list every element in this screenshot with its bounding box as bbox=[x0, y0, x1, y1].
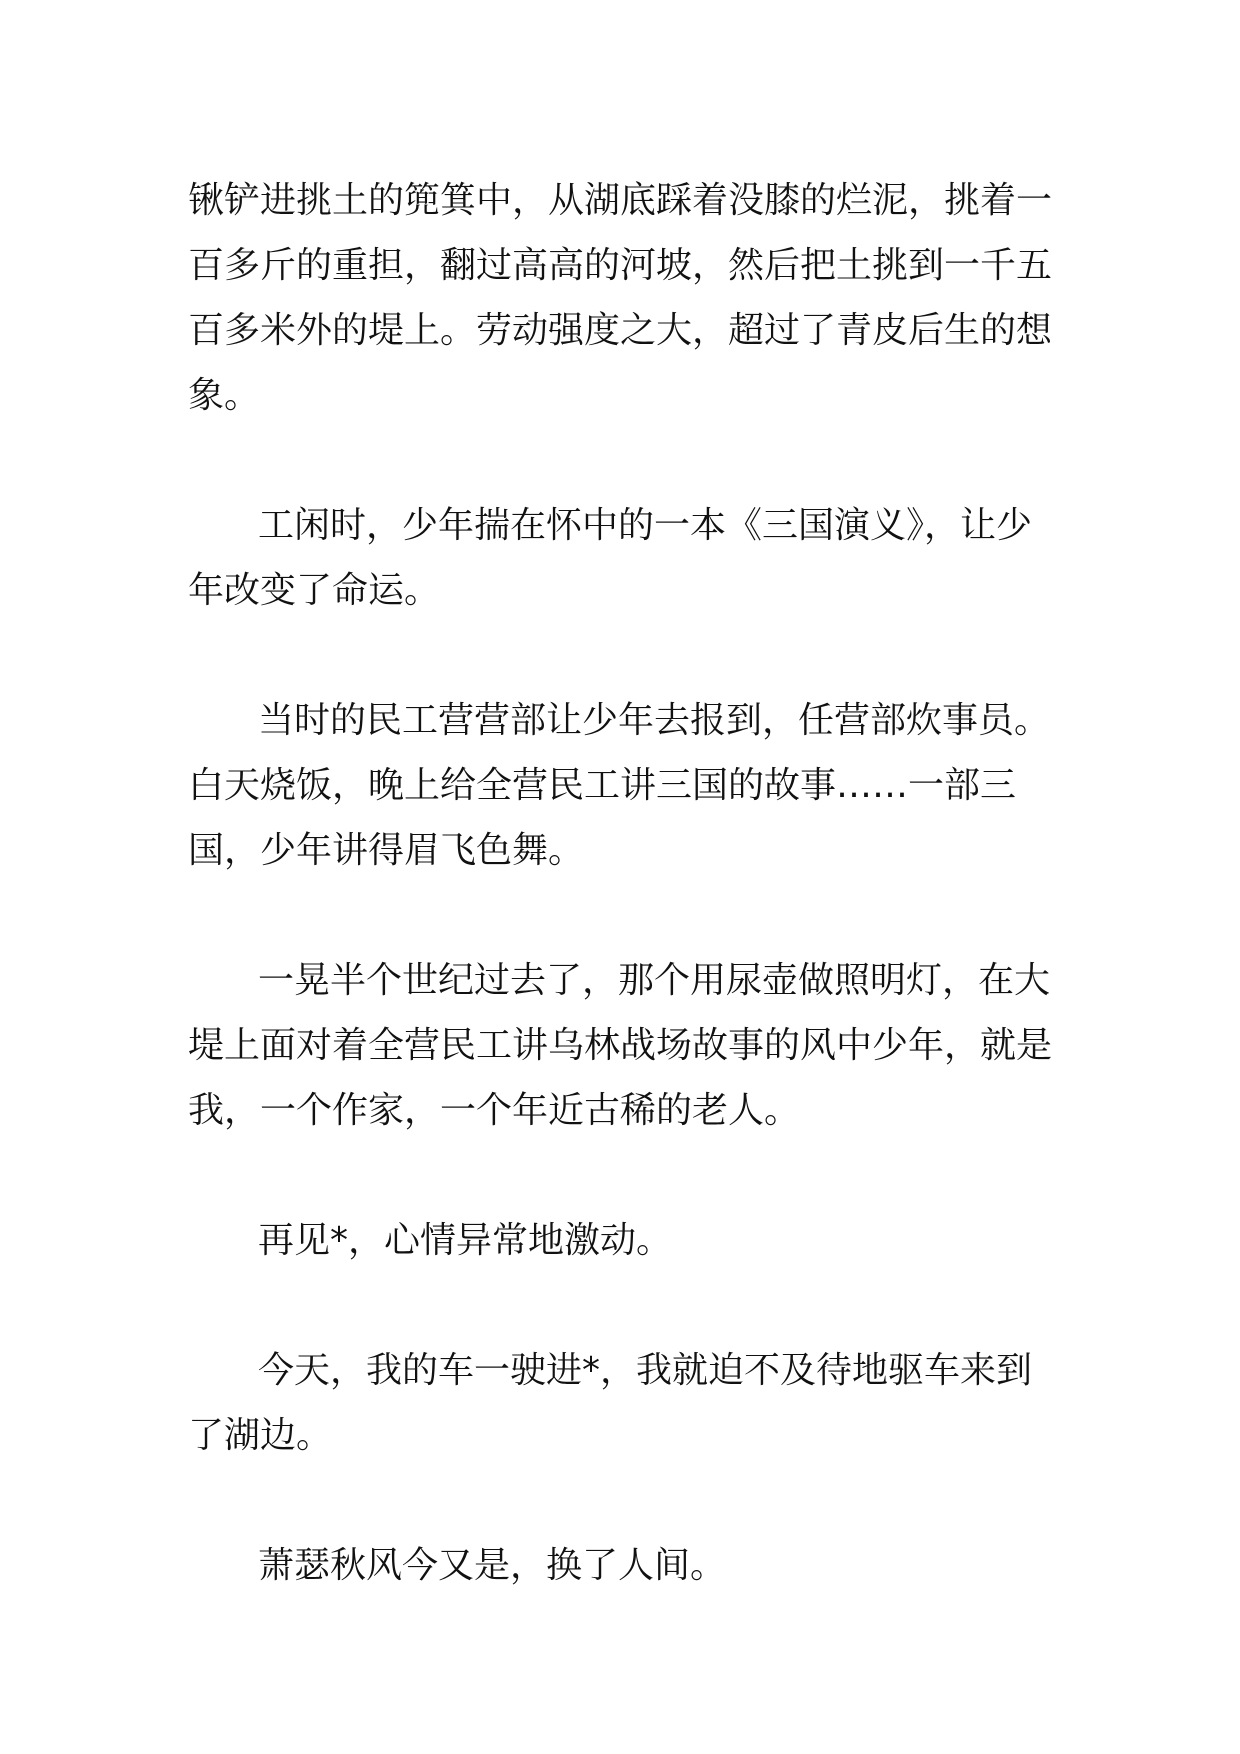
paragraph-5: 再见*，心情异常地激动。 bbox=[258, 1220, 673, 1261]
paragraph-2: 工闲时，少年揣在怀中的一本《三国演义》，让少年改变了命运。 bbox=[188, 505, 1033, 611]
paragraph-7: 萧瑟秋风今又是，换了人间。 bbox=[258, 1545, 727, 1586]
body-text bbox=[188, 168, 1056, 1663]
paragraph-4: 一晃半个世纪过去了，那个用尿壶做照明灯，在大堤上面对着全营民工讲乌林战场故事的风中少年，就是我，一个作家，一个年近古稀的老人。 bbox=[188, 960, 1053, 1131]
paragraph-3: 当时的民工营营部让少年去报到，任营部炊事员。白天烧饭，晚上给全营民工讲三国的故事……一部三国，少年讲得眉飞色舞。 bbox=[188, 700, 1051, 871]
paragraph-6: 今天，我的车一驶进*，我就迫不及待地驱车来到了湖边。 bbox=[188, 1350, 1033, 1456]
paragraph-1: 锹铲进挑土的篼箕中，从湖底踩着没膝的烂泥，挑着一百多斤的重担，翻过高高的河坡，然后把土挑到一千五百多米外的堤上。劳动强度之大，超过了青皮后生的想象。 bbox=[188, 180, 1053, 416]
